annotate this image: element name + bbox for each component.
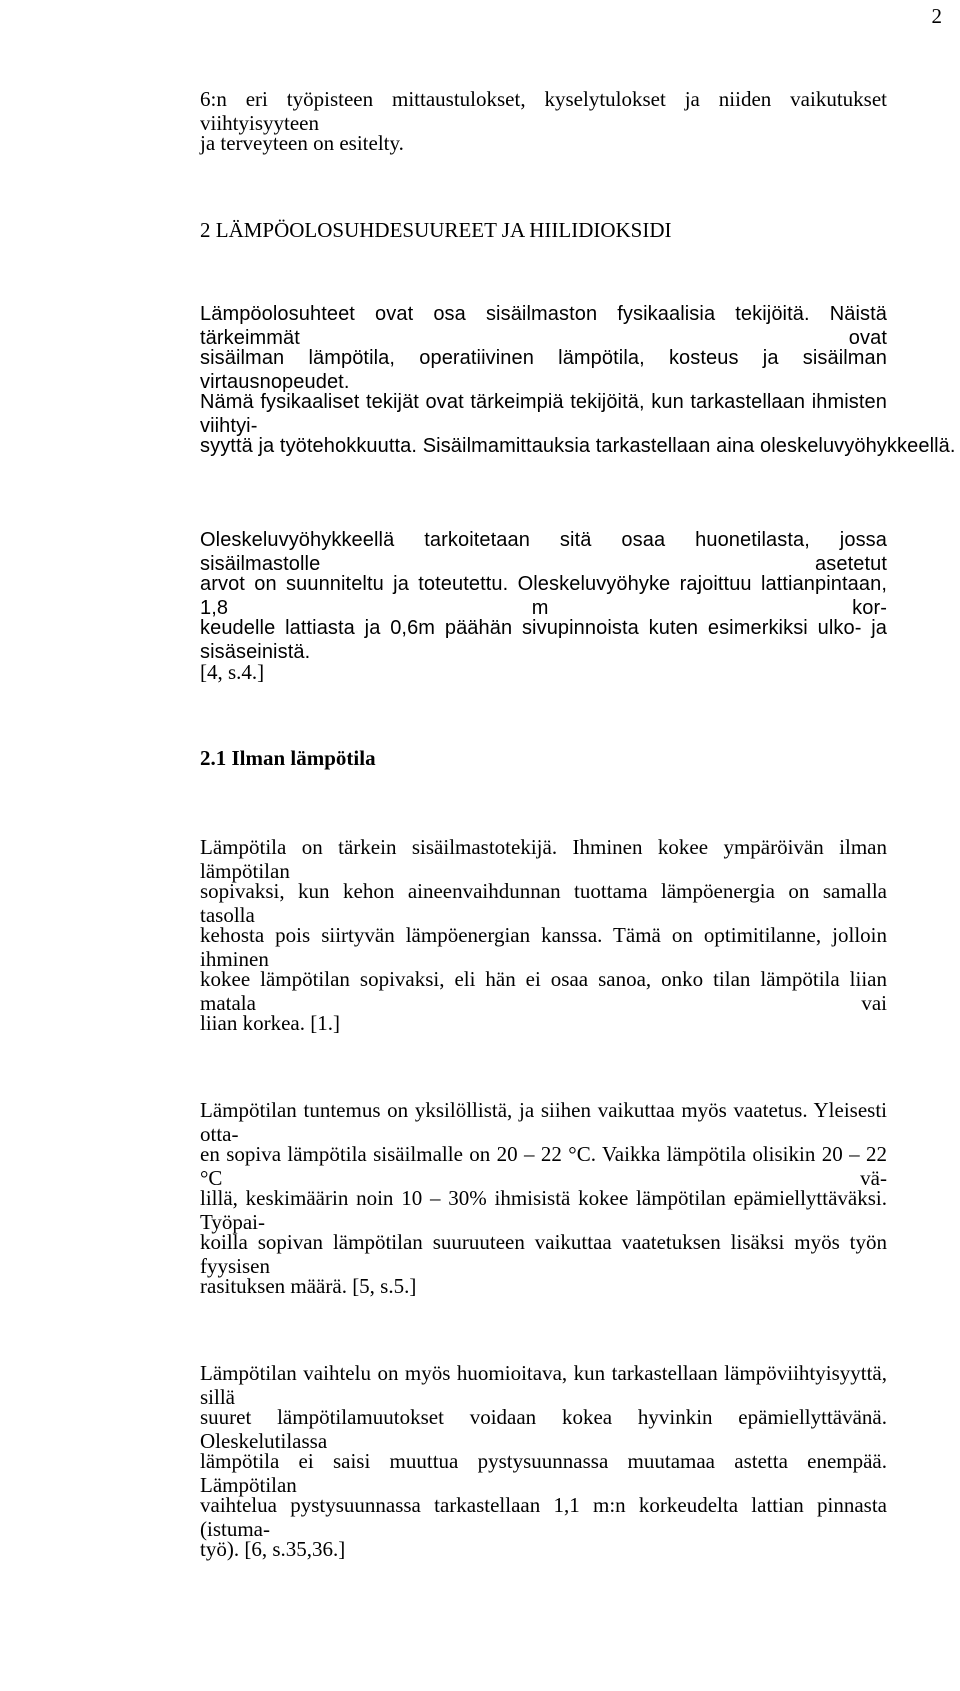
- para-1-line-2: sisäilman lämpötila, operatiivinen lämpötila, kosteus ja sisäilman virtausnopeudet.: [200, 347, 887, 393]
- para-3-line-5: liian korkea. [1.]: [200, 1011, 340, 1035]
- para-3-line-1: Lämpötila on tärkein sisäilmastotekijä. Ihminen kokee ympäröivän ilman lämpötilan: [200, 835, 887, 883]
- para-2-line-2: arvot on suunniteltu ja toteutettu. Oleskeluvyöhyke rajoittuu lattianpintaan, 1,8 m kor-: [200, 573, 887, 619]
- subsection-heading: 2.1 Ilman lämpötila: [200, 746, 376, 770]
- para-5-line-4: vaihtelua pystysuunnassa tarkastellaan 1,1 m:n korkeudelta lattian pinnasta (istuma-: [200, 1493, 887, 1541]
- para-4-line-1: Lämpötilan tuntemus on yksilöllistä, ja siihen vaikuttaa myös vaatetus. Yleisesti otta-: [200, 1098, 887, 1146]
- para-1-line-1: Lämpöolosuhteet ovat osa sisäilmaston fysikaalisia tekijöitä. Näistä tärkeimmät ovat: [200, 303, 887, 349]
- para-1-line-3: Nämä fysikaaliset tekijät ovat tärkeimpiä tekijöitä, kun tarkastellaan ihmisten viihtyi-: [200, 391, 887, 437]
- para-5-line-2: suuret lämpötilamuutokset voidaan kokea hyvinkin epämiellyttävänä. Oleskelutilassa: [200, 1405, 887, 1453]
- para-1-line-4: syyttä ja työtehokkuutta. Sisäilmamittauksia tarkastellaan aina oleskeluvyöhykkeellä.: [200, 435, 956, 457]
- section-heading: 2 LÄMPÖOLOSUHDESUUREET JA HIILIDIOKSIDI: [200, 218, 672, 242]
- para-2-line-3: keudelle lattiasta ja 0,6m päähän sivupinnoista kuten esimerkiksi ulko- ja sisäseinistä.: [200, 617, 887, 663]
- para-2-line-4: [4, s.4.]: [200, 660, 265, 684]
- para-3-line-2: sopivaksi, kun kehon aineenvaihdunnan tuottama lämpöenergia on samalla tasolla: [200, 879, 887, 927]
- para-5-line-3: lämpötila ei saisi muuttua pystysuunnassa muutamaa astetta enempää. Lämpötilan: [200, 1449, 887, 1497]
- intro-line-1: 6:n eri työpisteen mittaustulokset, kyselytulokset ja niiden vaikutukset viihtyisyyteen: [200, 87, 887, 135]
- para-4-line-4: koilla sopivan lämpötilan suuruuteen vaikuttaa vaatetuksen lisäksi myös työn fyysisen: [200, 1230, 887, 1278]
- para-5-line-5: työ). [6, s.35,36.]: [200, 1537, 346, 1561]
- para-4-line-2: en sopiva lämpötila sisäilmalle on 20 – 22 °C. Vaikka lämpötila olisikin 20 – 22 °C vä-: [200, 1142, 887, 1190]
- para-4-line-3: lillä, keskimäärin noin 10 – 30% ihmisistä kokee lämpötilan epämiellyttäväksi. Työpai-: [200, 1186, 887, 1234]
- para-2-line-1: Oleskeluvyöhykkeellä tarkoitetaan sitä osaa huonetilasta, jossa sisäilmastolle asetetut: [200, 529, 887, 575]
- page-number: 2: [931, 4, 942, 28]
- para-3-line-3: kehosta pois siirtyvän lämpöenergian kanssa. Tämä on optimitilanne, jolloin ihminen: [200, 923, 887, 971]
- para-5-line-1: Lämpötilan vaihtelu on myös huomioitava, kun tarkastellaan lämpöviihtyisyyttä, sillä: [200, 1361, 887, 1409]
- intro-line-2: ja terveyteen on esitelty.: [200, 131, 404, 155]
- para-3-line-4: kokee lämpötilan sopivaksi, eli hän ei osaa sanoa, onko tilan lämpötila liian matala vai: [200, 967, 887, 1015]
- para-4-line-5: rasituksen määrä. [5, s.5.]: [200, 1274, 417, 1298]
